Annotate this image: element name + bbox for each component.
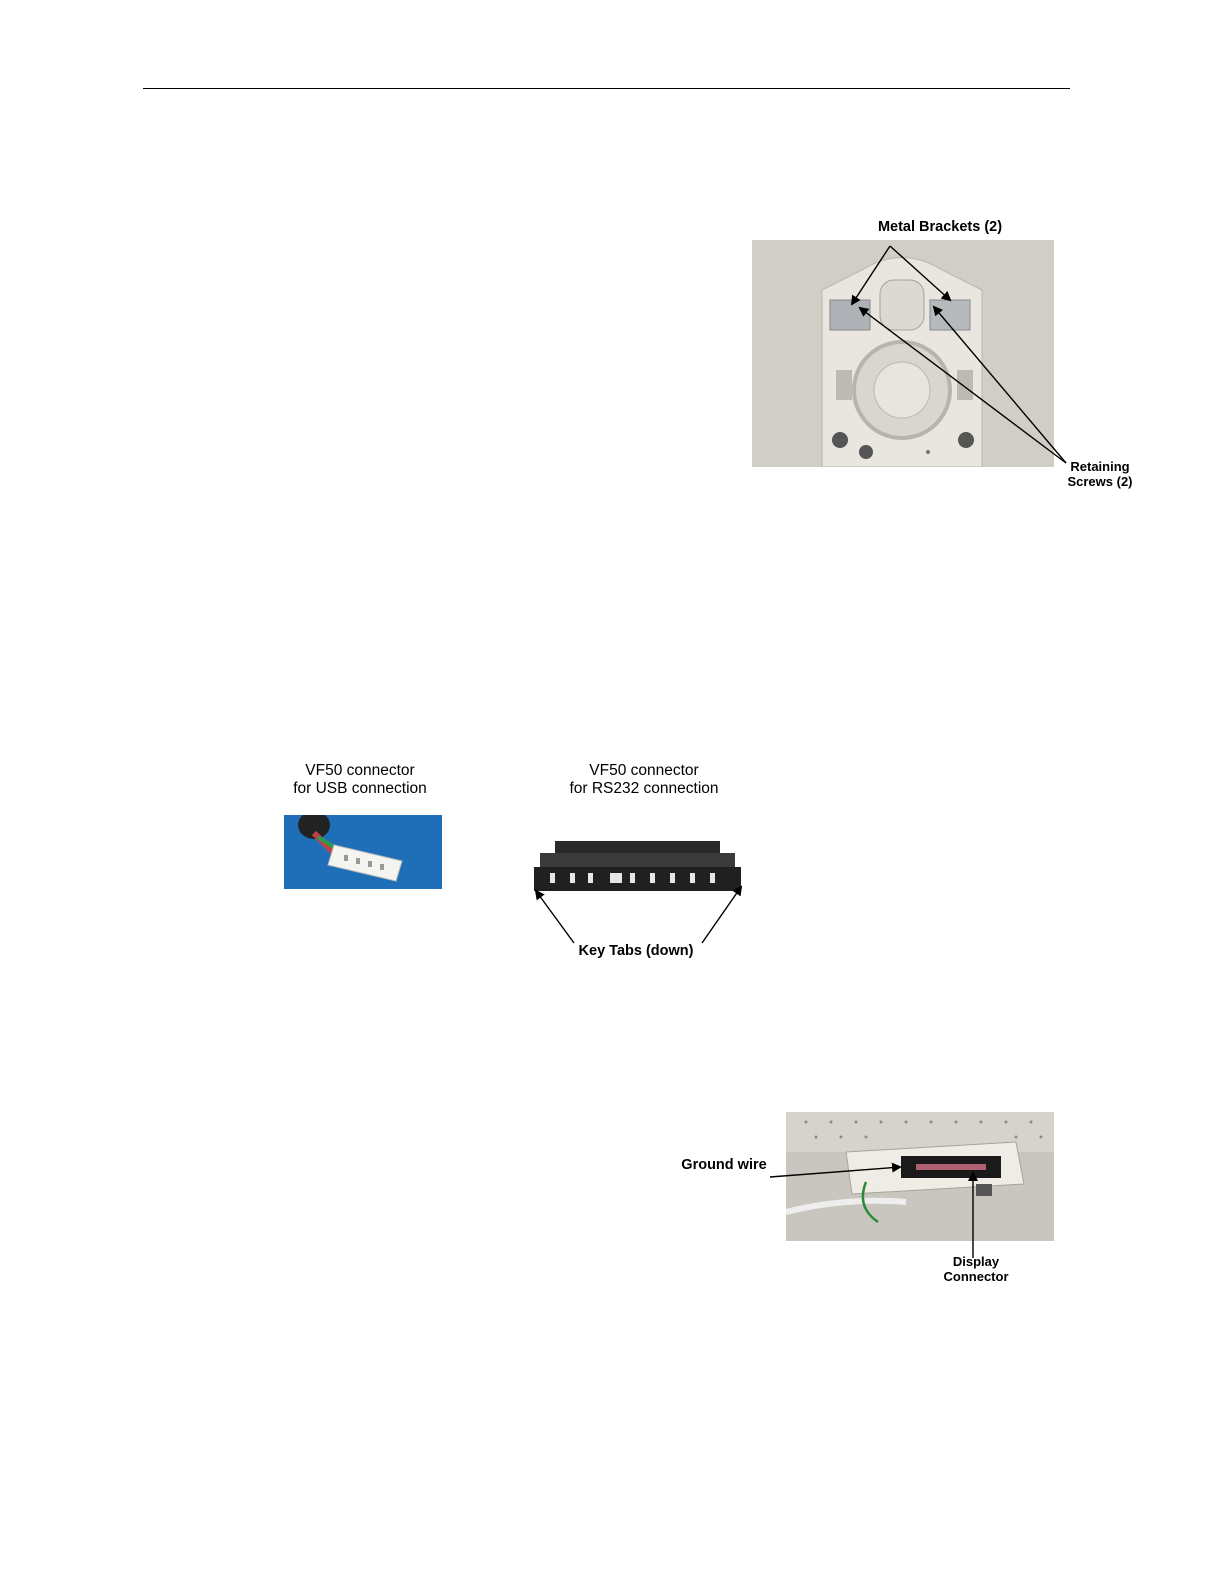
display-connector-label bbox=[926, 1254, 1026, 1284]
usb-caption-line2: for USB connection bbox=[293, 780, 427, 797]
figure-usb-connector bbox=[284, 815, 442, 889]
figure-display-connector bbox=[786, 1112, 1054, 1241]
retaining-screws-line1: Retaining bbox=[1070, 459, 1130, 474]
figure-metal-brackets bbox=[752, 240, 1054, 467]
usb-connector-photo bbox=[284, 815, 442, 889]
rs232-connector-caption bbox=[534, 762, 754, 798]
retaining-screws-line2: Screws (2) bbox=[1067, 474, 1133, 489]
header-rule bbox=[143, 88, 1070, 89]
metal-brackets-label: Metal Brackets (2) bbox=[877, 219, 1003, 235]
bracket-photo bbox=[752, 240, 1054, 467]
rs232-caption-line1: VF50 connector bbox=[589, 762, 699, 779]
usb-caption-line1: VF50 connector bbox=[305, 762, 415, 779]
ground-wire-label: Ground wire bbox=[681, 1157, 767, 1173]
display-connector-line1: Display bbox=[952, 1254, 1000, 1269]
display-connector-line2: Connector bbox=[943, 1269, 1009, 1284]
display-connector-photo bbox=[786, 1112, 1054, 1241]
key-tabs-label: Key Tabs (down) bbox=[578, 943, 694, 959]
rs232-caption-line2: for RS232 connection bbox=[569, 780, 719, 797]
usb-connector-caption bbox=[260, 762, 460, 798]
retaining-screws-label bbox=[1055, 459, 1145, 489]
figure-rs232-connector bbox=[530, 835, 745, 900]
rs232-connector-photo bbox=[530, 835, 745, 900]
